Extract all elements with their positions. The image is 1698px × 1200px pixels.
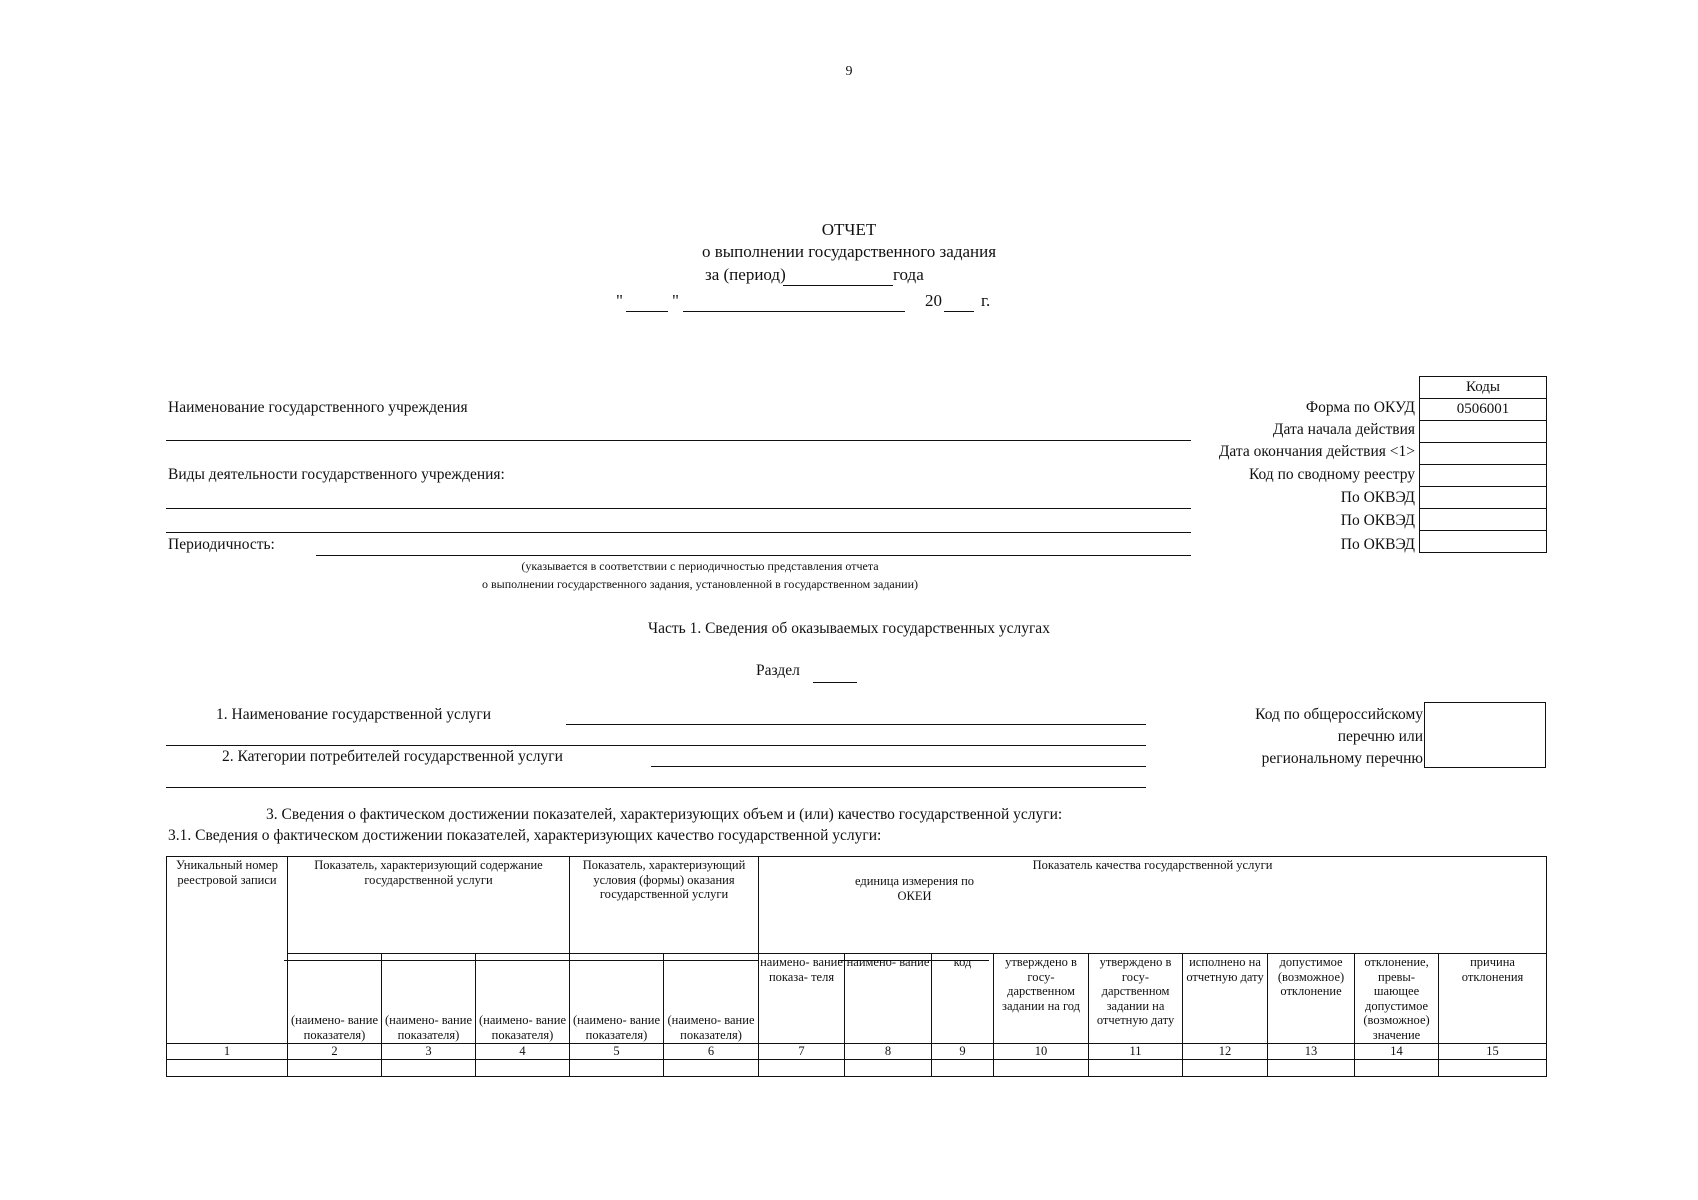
institution-label: Наименование государственного учреждения bbox=[168, 399, 468, 416]
col-num: 9 bbox=[932, 1044, 994, 1060]
col-num: 13 bbox=[1268, 1044, 1355, 1060]
section-label: Раздел bbox=[756, 662, 800, 679]
okved-label-1: По ОКВЭД bbox=[1340, 489, 1415, 506]
table-cell bbox=[759, 1060, 845, 1077]
activities-line-1 bbox=[166, 508, 1191, 509]
service-name-line-2 bbox=[166, 745, 1146, 746]
table-cell bbox=[664, 1060, 759, 1077]
col-num: 7 bbox=[759, 1044, 845, 1060]
periodicity-note-2: о выполнении государственного задания, установленной в государственном задании) bbox=[481, 577, 919, 591]
period-prefix: за (период) bbox=[705, 265, 786, 284]
registry-code-line2: перечню или bbox=[1337, 728, 1423, 745]
okved-value-3 bbox=[1420, 531, 1547, 553]
content-indicator-1: (наимено- вание показателя) bbox=[288, 954, 382, 1044]
table-cell bbox=[1268, 1060, 1355, 1077]
consumers-line bbox=[651, 766, 1146, 767]
item3-label: 3. Сведения о фактическом достижении показателей, характеризующих объем и (или) качество государственной услуги: bbox=[266, 806, 1063, 823]
table-cell bbox=[288, 1060, 382, 1077]
unit-divider-line bbox=[838, 960, 989, 961]
q-reason: причина отклонения bbox=[1439, 954, 1547, 1044]
activities-line-2 bbox=[166, 532, 1191, 533]
table-cell bbox=[994, 1060, 1089, 1077]
period-line bbox=[783, 285, 893, 286]
report-subtitle: о выполнении государственного задания bbox=[701, 242, 997, 261]
date-year-prefix: 20 bbox=[925, 291, 942, 310]
start-date-value bbox=[1420, 421, 1547, 443]
q-approved-year: утверждено в госу- дарственном задании на год bbox=[994, 954, 1089, 1044]
col-num: 4 bbox=[476, 1044, 570, 1060]
table-cell bbox=[167, 1060, 288, 1077]
q-approved-date: утверждено в госу- дарственном задании на отчетную дату bbox=[1089, 954, 1183, 1044]
col-num: 2 bbox=[288, 1044, 382, 1060]
col-num: 14 bbox=[1355, 1044, 1439, 1060]
okved-label-2: По ОКВЭД bbox=[1340, 512, 1415, 529]
date-year-suffix: г. bbox=[981, 291, 991, 310]
registry-code-value bbox=[1420, 465, 1547, 487]
okud-label: Форма по ОКУД bbox=[1305, 399, 1415, 416]
col-num: 12 bbox=[1183, 1044, 1268, 1060]
col-num: 3 bbox=[382, 1044, 476, 1060]
registry-code-label: Код по сводному реестру bbox=[1248, 466, 1415, 483]
codes-header: Коды bbox=[1420, 377, 1547, 399]
start-date-label: Дата начала действия bbox=[1272, 421, 1415, 438]
content-indicator-3: (наимено- вание показателя) bbox=[476, 954, 570, 1044]
table-cell bbox=[1183, 1060, 1268, 1077]
date-year-line bbox=[944, 311, 974, 312]
okved-value-1 bbox=[1420, 487, 1547, 509]
section-line bbox=[813, 682, 857, 683]
table-cell bbox=[1355, 1060, 1439, 1077]
table-cell bbox=[570, 1060, 664, 1077]
subheader-divider-line bbox=[284, 960, 758, 961]
date-quote-close: " bbox=[672, 291, 679, 310]
conditions-indicator-1: (наимено- вание показателя) bbox=[570, 954, 664, 1044]
table-cell bbox=[1089, 1060, 1183, 1077]
registry-code-box bbox=[1424, 702, 1546, 768]
col-registry-number: Уникальный номер реестровой записи bbox=[167, 857, 288, 1044]
date-day-line bbox=[626, 311, 668, 312]
table-cell bbox=[476, 1060, 570, 1077]
col-num: 5 bbox=[570, 1044, 664, 1060]
periodicity-note-1: (указывается в соответствии с периодичностью представления отчета bbox=[521, 559, 879, 573]
registry-code-line3: региональному перечню bbox=[1261, 750, 1423, 767]
end-date-label: Дата окончания действия <1> bbox=[1218, 443, 1415, 460]
periodicity-label: Периодичность: bbox=[168, 536, 275, 553]
item31-label: 3.1. Сведения о фактическом достижении показателей, характеризующих качество государственной услуги: bbox=[168, 827, 882, 844]
col-num: 1 bbox=[167, 1044, 288, 1060]
q-done: исполнено на отчетную дату bbox=[1183, 954, 1268, 1044]
q-exceed: отклонение, превы- шающее допустимое (возможное) значение bbox=[1355, 954, 1439, 1044]
quality-group-header: Показатель качества государственной услуги bbox=[759, 857, 1547, 954]
okud-value: 0506001 bbox=[1420, 399, 1547, 421]
date-month-line bbox=[683, 311, 905, 312]
col-num: 6 bbox=[664, 1044, 759, 1060]
end-date-value bbox=[1420, 443, 1547, 465]
part1-heading: Часть 1. Сведения об оказываемых государственных услугах bbox=[648, 620, 1050, 637]
conditions-indicator-2: (наимено- вание показателя) bbox=[664, 954, 759, 1044]
codes-table bbox=[1419, 376, 1547, 553]
col-num: 15 bbox=[1439, 1044, 1547, 1060]
col-num: 8 bbox=[845, 1044, 932, 1060]
q-unit-header: единица измерения по ОКЕИ bbox=[854, 874, 975, 903]
service-name-line bbox=[566, 724, 1146, 725]
table-cell bbox=[845, 1060, 932, 1077]
col-num: 10 bbox=[994, 1044, 1089, 1060]
content-indicator-2: (наимено- вание показателя) bbox=[382, 954, 476, 1044]
date-quote-open: " bbox=[616, 291, 623, 310]
conditions-group-header: Показатель, характеризующий условия (формы) оказания государственной услуги bbox=[570, 857, 759, 954]
table-cell bbox=[382, 1060, 476, 1077]
consumers-label: 2. Категории потребителей государственной услуги bbox=[222, 748, 563, 765]
service-name-label: 1. Наименование государственной услуги bbox=[216, 706, 492, 723]
period-suffix: года bbox=[893, 265, 924, 284]
report-title: ОТЧЕТ bbox=[821, 220, 877, 239]
q-allowed: допустимое (возможное) отклонение bbox=[1268, 954, 1355, 1044]
col-num: 11 bbox=[1089, 1044, 1183, 1060]
q-unit-code: код bbox=[932, 954, 994, 1044]
okved-value-2 bbox=[1420, 509, 1547, 531]
table-cell bbox=[1439, 1060, 1547, 1077]
table-cell bbox=[932, 1060, 994, 1077]
q-unit-name: наимено- вание bbox=[845, 954, 932, 1044]
periodicity-line bbox=[316, 555, 1191, 556]
institution-line bbox=[166, 440, 1191, 441]
page-number: 9 bbox=[845, 64, 853, 79]
activities-label: Виды деятельности государственного учреждения: bbox=[168, 466, 505, 483]
consumers-line-2 bbox=[166, 787, 1146, 788]
okved-label-3: По ОКВЭД bbox=[1340, 536, 1415, 553]
content-group-header: Показатель, характеризующий содержание государственной услуги bbox=[288, 857, 570, 954]
q-name: наимено- вание показа- теля bbox=[759, 954, 845, 1044]
registry-code-line1: Код по общероссийскому bbox=[1255, 706, 1423, 723]
